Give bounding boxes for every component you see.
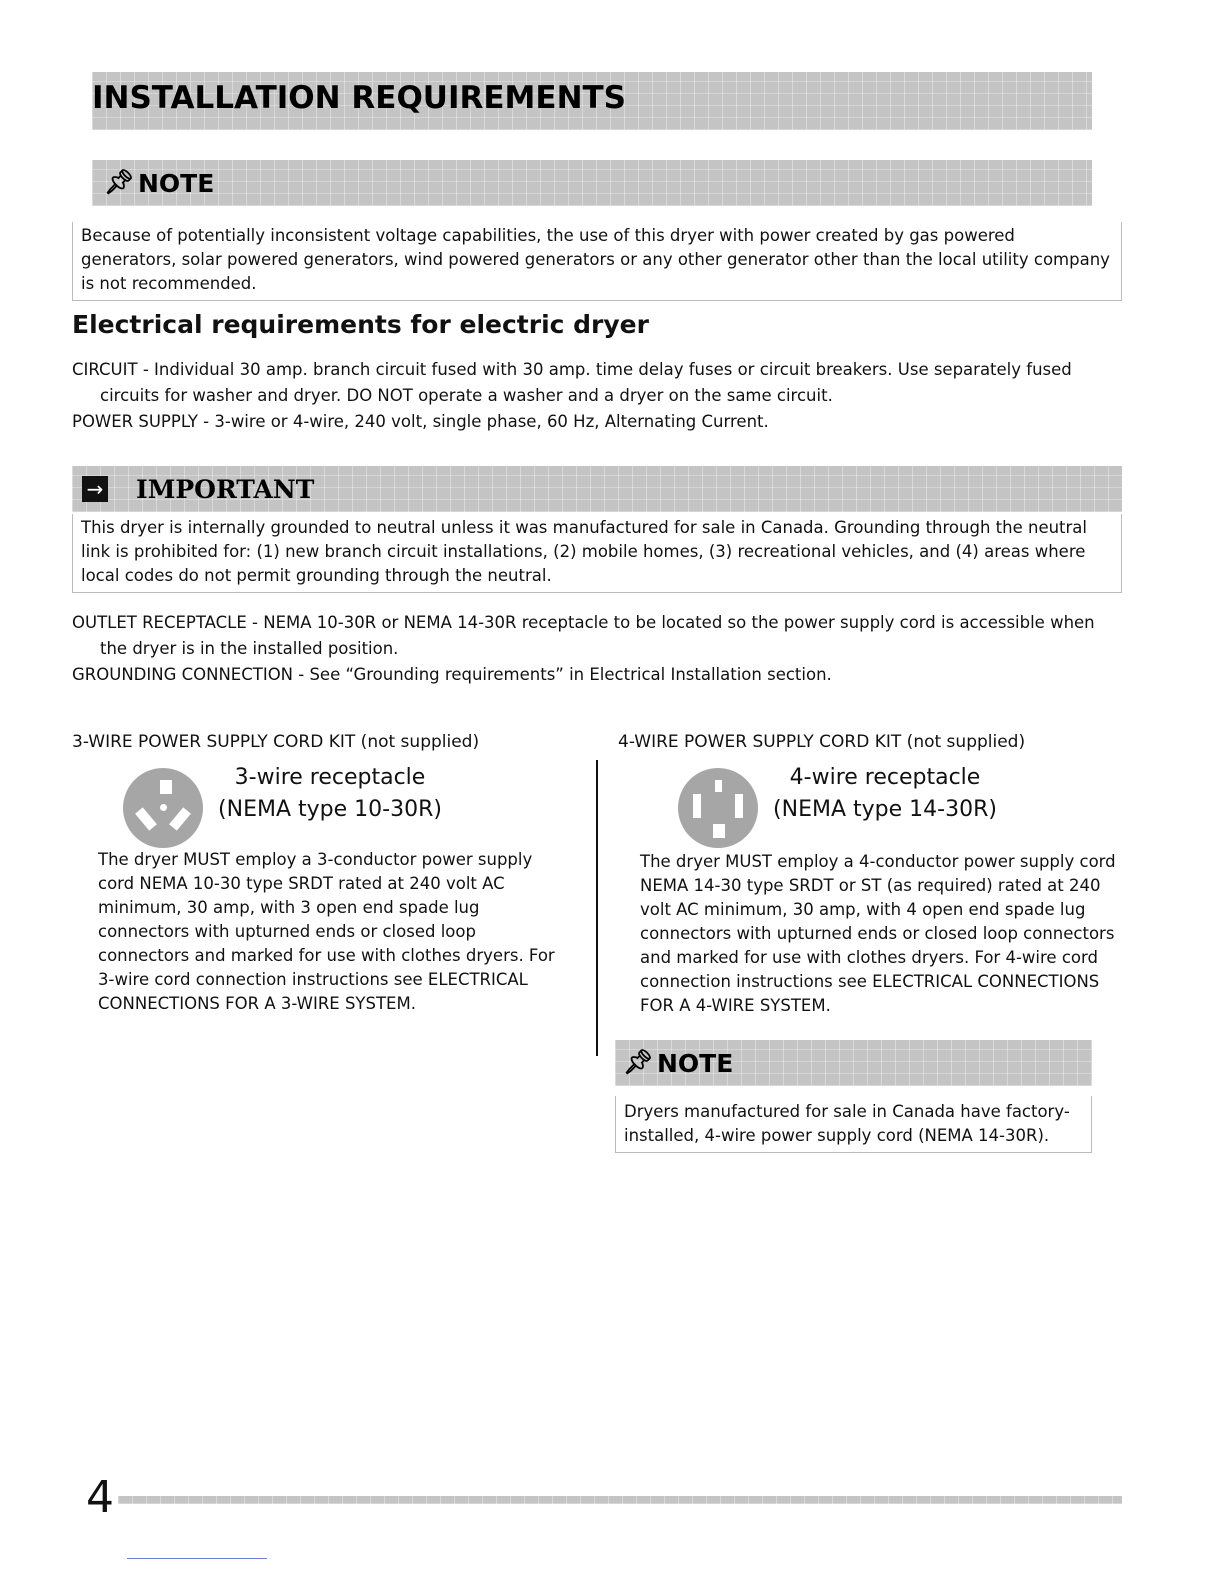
note-bar-2 bbox=[615, 1040, 1092, 1086]
important-bar bbox=[72, 466, 1122, 512]
receptacle-line1: 3-wire receptacle bbox=[234, 765, 426, 790]
circuit-text: CIRCUIT - Individual 30 amp. branch circuit fused with 30 amp. time delay fuses or circuit breakers. Use separately fused circuits for washer and dryer. DO NOT operate a washer and a dryer on the same circuit. bbox=[72, 360, 1072, 405]
four-wire-receptacle-label bbox=[770, 762, 1000, 826]
column-divider bbox=[596, 760, 598, 1056]
four-wire-receptacle-icon bbox=[678, 768, 758, 848]
arrow-box-icon: → bbox=[82, 476, 108, 502]
pushpin-icon: 📌︎ bbox=[623, 1048, 654, 1076]
four-wire-title: 4-WIRE POWER SUPPLY CORD KIT (not supplied) bbox=[618, 732, 1026, 752]
section-header-bar bbox=[92, 72, 1092, 130]
note-2-text: Dryers manufactured for sale in Canada have factory-installed, 4-wire power supply cord (NEMA 14-30R). bbox=[615, 1096, 1092, 1153]
note-label: NOTE bbox=[657, 1049, 734, 1078]
grounding-text: GROUNDING CONNECTION - See “Grounding requirements” in Electrical Installation section. bbox=[72, 665, 832, 684]
three-wire-text: The dryer MUST employ a 3-conductor power supply cord NEMA 10-30 type SRDT rated at 240 volt AC minimum, 30 amp, with 3 open end spade lug connectors with upturned ends or closed loop connectors and marked for use with clothes dryers. For 3-wire cord connection instructions see ELECTRICAL CONNECTIONS FOR A 3-WIRE SYSTEM. bbox=[98, 850, 555, 1013]
page-number: 4 bbox=[86, 1472, 114, 1523]
outlet-section bbox=[72, 610, 1112, 688]
three-wire-receptacle-icon bbox=[123, 768, 203, 848]
outlet-text: OUTLET RECEPTACLE - NEMA 10-30R or NEMA 14-30R receptacle to be located so the power supply cord is accessible when the dryer is in the installed position. bbox=[72, 613, 1095, 658]
three-wire-title: 3-WIRE POWER SUPPLY CORD KIT (not supplied) bbox=[72, 732, 480, 752]
note-bar bbox=[92, 160, 1092, 206]
electrical-heading: Electrical requirements for electric dryer bbox=[72, 310, 649, 339]
three-wire-receptacle-label bbox=[215, 762, 445, 826]
receptacle-line1: 4-wire receptacle bbox=[789, 765, 981, 790]
footer-line bbox=[127, 1558, 267, 1559]
footer-rule bbox=[118, 1496, 1122, 1504]
pushpin-icon: 📌︎ bbox=[104, 168, 135, 196]
four-wire-text: The dryer MUST employ a 4-conductor power supply cord NEMA 14-30 type SRDT or ST (as required) rated at 240 volt AC minimum, 30 amp, with 4 open end spade lug connectors with upturned ends or closed loop connectors and marked for use with clothes dryers. For 4-wire cord connection instructions see ELECTRICAL CONNECTIONS FOR A 4-WIRE SYSTEM. bbox=[640, 852, 1116, 1015]
receptacle-line2: (NEMA type 10-30R) bbox=[218, 797, 442, 822]
note-label: NOTE bbox=[138, 169, 215, 198]
note-text: Because of potentially inconsistent voltage capabilities, the use of this dryer with power created by gas powered generators, solar powered generators, wind powered generators or any other generator other than the local utility company is not recommended. bbox=[72, 222, 1122, 301]
important-text: This dryer is internally grounded to neutral unless it was manufactured for sale in Canada. Grounding through the neutral link is prohibited for: (1) new branch circuit installations, (2) mobile homes, (3) recreational vehicles, and (4) areas where local codes do not permit grounding through the neutral. bbox=[72, 514, 1122, 593]
page-title: INSTALLATION REQUIREMENTS bbox=[92, 80, 626, 116]
power-supply-text: POWER SUPPLY - 3-wire or 4-wire, 240 volt, single phase, 60 Hz, Alternating Current. bbox=[72, 412, 769, 431]
circuit-section bbox=[72, 357, 1112, 435]
receptacle-line2: (NEMA type 14-30R) bbox=[773, 797, 997, 822]
important-label: IMPORTANT bbox=[136, 475, 315, 504]
